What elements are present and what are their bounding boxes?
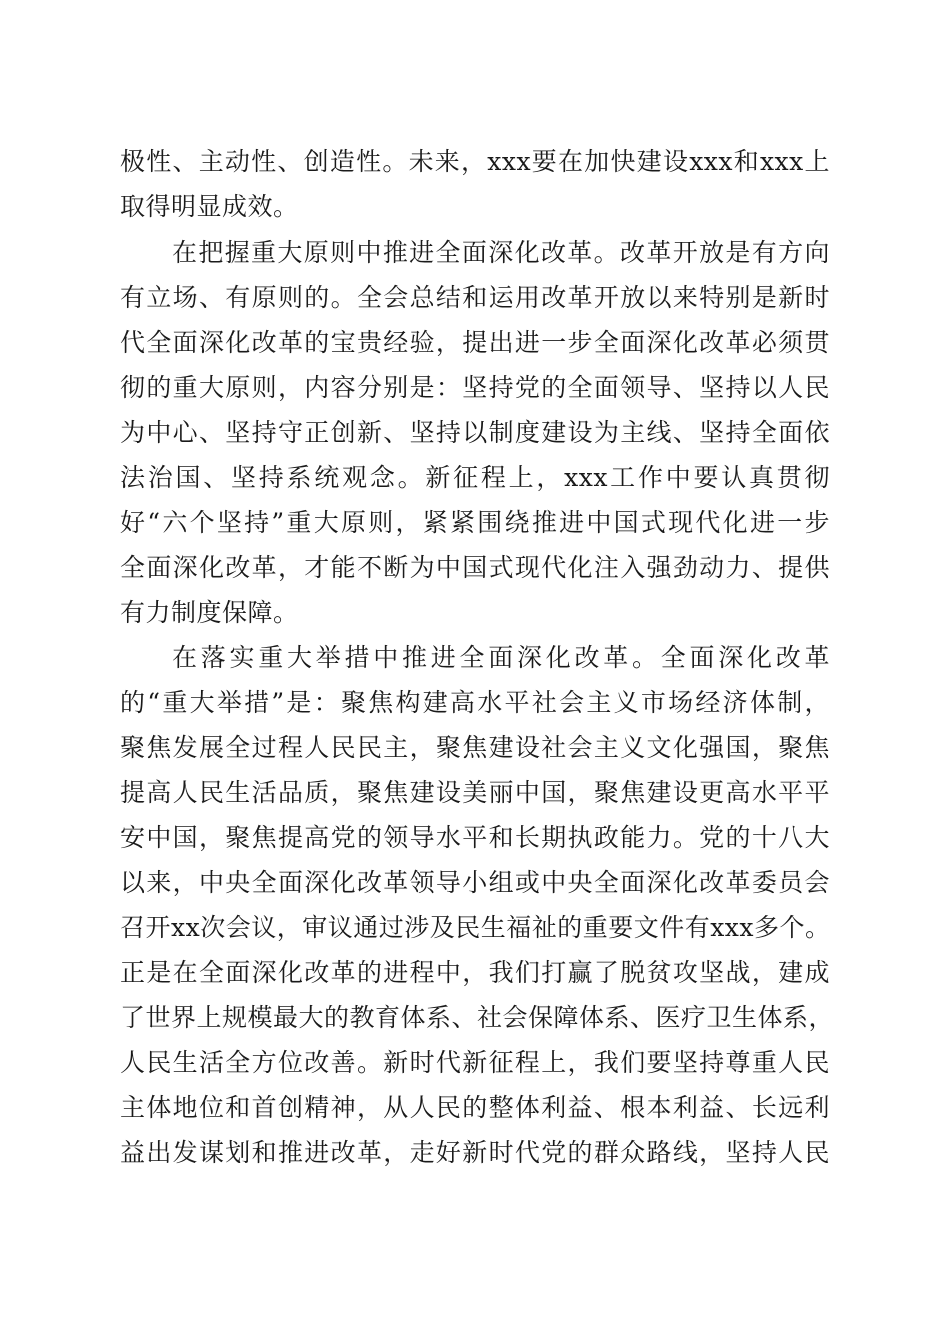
text-line: 以来，中央全面深化改革领导小组或中央全面深化改革委员会 — [120, 868, 830, 897]
text-line: 彻的重大原则，内容分别是：坚持党的全面领导、坚持以人民 — [120, 373, 830, 402]
text-line: 正是在全面深化改革的进程中，我们打赢了脱贫攻坚战，建成 — [120, 958, 830, 987]
text-line: 极性、主动性、创造性。未来，xxx要在加快建设xxx和xxx上 — [120, 147, 830, 176]
text-line: 人民生活全方位改善。新时代新征程上，我们要坚持尊重人民 — [120, 1048, 830, 1077]
text-line: 取得明显成效。 — [120, 192, 299, 221]
text-line: 法治国、坚持系统观念。新征程上，xxx工作中要认真贯彻 — [120, 463, 830, 492]
text-line: 的“重大举措”是：聚焦构建高水平社会主义市场经济体制， — [120, 688, 830, 717]
text-line: 有力制度保障。 — [120, 598, 299, 627]
text-line: 为中心、坚持守正创新、坚持以制度建设为主线、坚持全面依 — [120, 418, 830, 447]
text-line: 主体地位和首创精神，从人民的整体利益、根本利益、长远利 — [120, 1093, 830, 1122]
text-line: 好“六个坚持”重大原则，紧紧围绕推进中国式现代化进一步 — [120, 508, 830, 537]
text-line: 提高人民生活品质，聚焦建设美丽中国，聚焦建设更高水平平 — [120, 778, 830, 807]
text-line: 全面深化改革，才能不断为中国式现代化注入强劲动力、提供 — [120, 553, 830, 582]
text-line: 了世界上规模最大的教育体系、社会保障体系、医疗卫生体系， — [120, 1003, 835, 1032]
paragraph-first-line: 在落实重大举措中推进全面深化改革。全面深化改革 — [172, 643, 830, 672]
text-line: 召开xx次会议，审议通过涉及民生福祉的重要文件有xxx多个。 — [120, 913, 831, 942]
text-line: 益出发谋划和推进改革，走好新时代党的群众路线，坚持人民 — [120, 1138, 830, 1167]
text-line: 安中国，聚焦提高党的领导水平和长期执政能力。党的十八大 — [120, 823, 830, 852]
text-line: 有立场、有原则的。全会总结和运用改革开放以来特别是新时 — [120, 283, 830, 312]
paragraph-first-line: 在把握重大原则中推进全面深化改革。改革开放是有方向 — [172, 238, 830, 267]
text-line: 代全面深化改革的宝贵经验，提出进一步全面深化改革必须贯 — [120, 328, 830, 357]
text-line: 聚焦发展全过程人民民主，聚焦建设社会主义文化强国，聚焦 — [120, 733, 830, 762]
